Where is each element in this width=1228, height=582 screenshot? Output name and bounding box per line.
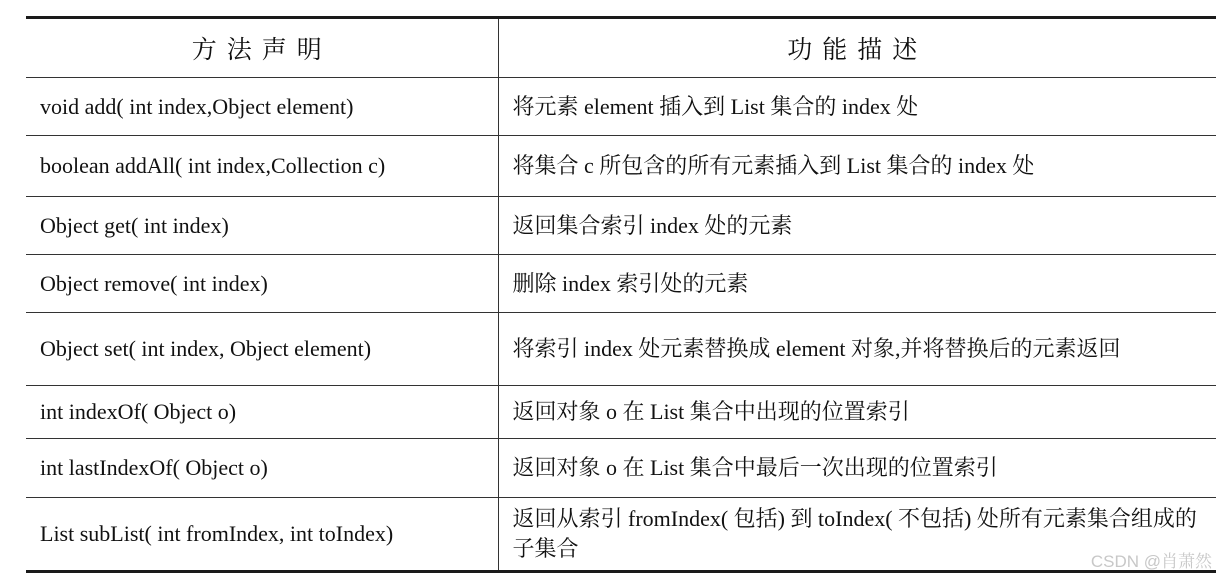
method-table-container [26, 16, 1216, 573]
table-row [26, 313, 1216, 386]
method-cell: List subList( int fromIndex, int toIndex) [26, 498, 498, 572]
method-cell: boolean addAll( int index,Collection c) [26, 136, 498, 197]
header-method-declaration: 方法声明 [26, 18, 498, 78]
method-cell: int indexOf( Object o) [26, 386, 498, 439]
table-row [26, 197, 1216, 255]
description-cell: 返回对象 o 在 List 集合中出现的位置索引 [498, 386, 1216, 439]
method-cell: Object remove( int index) [26, 255, 498, 313]
table-row [26, 78, 1216, 136]
table-row [26, 136, 1216, 197]
description-cell: 返回对象 o 在 List 集合中最后一次出现的位置索引 [498, 439, 1216, 498]
description-cell: 删除 index 索引处的元素 [498, 255, 1216, 313]
method-cell: Object set( int index, Object element) [26, 313, 498, 386]
header-function-description: 功能描述 [498, 18, 1216, 78]
table-row [26, 439, 1216, 498]
method-cell: void add( int index,Object element) [26, 78, 498, 136]
description-cell: 将索引 index 处元素替换成 element 对象,并将替换后的元素返回 [498, 313, 1216, 386]
description-cell: 返回集合索引 index 处的元素 [498, 197, 1216, 255]
table-header-row [26, 18, 1216, 78]
table-row [26, 498, 1216, 572]
description-cell: 返回从索引 fromIndex( 包括) 到 toIndex( 不包括) 处所有元素集合组成的子集合 [498, 498, 1216, 572]
table-row [26, 255, 1216, 313]
description-cell: 将集合 c 所包含的所有元素插入到 List 集合的 index 处 [498, 136, 1216, 197]
list-methods-table [26, 16, 1216, 573]
description-cell: 将元素 element 插入到 List 集合的 index 处 [498, 78, 1216, 136]
method-cell: Object get( int index) [26, 197, 498, 255]
method-cell: int lastIndexOf( Object o) [26, 439, 498, 498]
table-row [26, 386, 1216, 439]
csdn-watermark: CSDN @肖萧然 [1090, 552, 1212, 571]
